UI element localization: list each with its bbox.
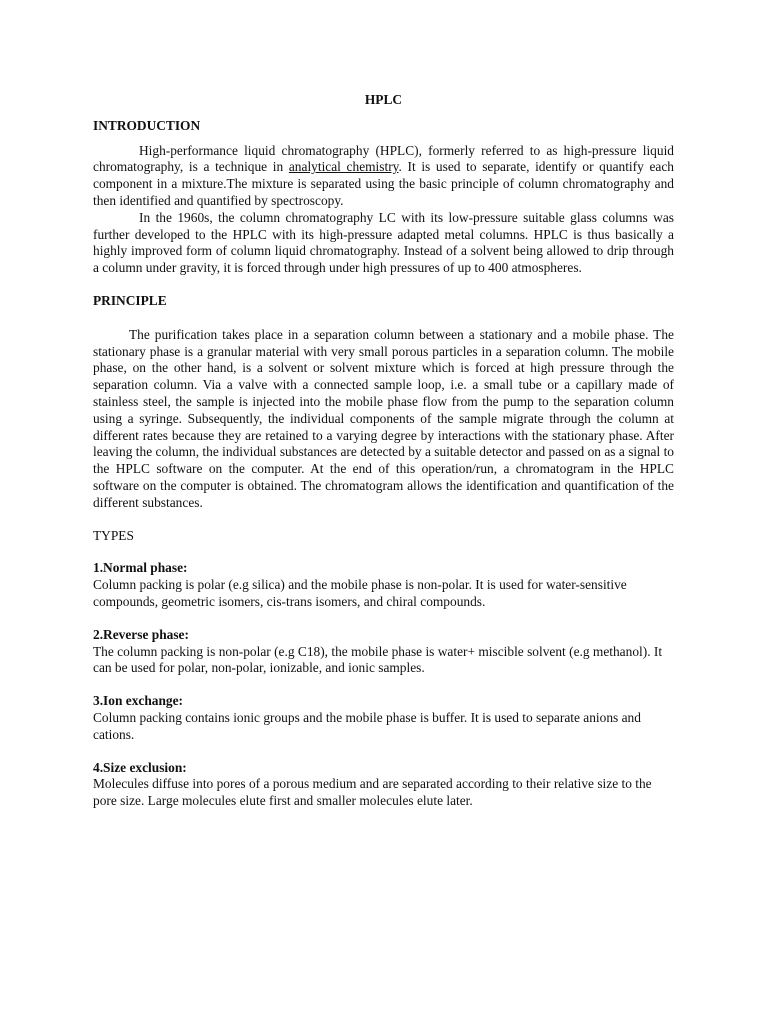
type-size-exclusion xyxy=(93,760,674,810)
type-description: Column packing is polar (e.g silica) and the mobile phase is non-polar. It is used for water-sensitive compounds, geometric isomers, cis-trans isomers, and chiral compounds. xyxy=(93,577,627,609)
spacer xyxy=(93,512,674,528)
type-ion-exchange xyxy=(93,693,674,743)
spacer xyxy=(93,135,674,143)
type-title: 4.Size exclusion: xyxy=(93,759,187,775)
document-page xyxy=(93,92,674,810)
introduction-paragraph-2: In the 1960s, the column chromatography LC with its low-pressure suitable glass columns was further developed to the HPLC with its high-pressure adapted metal columns. HPLC is thus basically a highly improved form of column liquid chromatography. Instead of a solvent being allowed to drip through a column under gravity, it is forced through under high pressures of up to 400 atmospheres. xyxy=(93,209,674,276)
type-reverse-phase xyxy=(93,627,674,677)
type-title: 2.Reverse phase: xyxy=(93,626,189,642)
spacer xyxy=(93,744,674,760)
principle-paragraph: The purification takes place in a separation column between a stationary and a mobile phase. The stationary phase is a granular material with very small porous particles in a separation column. The mobile phase, on the other hand, is a solvent or solvent mixture which is forced at high pressure through the separation column. Via a valve with a connected sample loop, i.e. a small tube or a capillary made of stainless steel, the sample is injected into the mobile phase flow from the pump to the separation column using a syringe. Subsequently, the individual components of the sample migrate through the column at different rates because they are retained to a varying degree by interactions with the stationary phase. After leaving the column, the individual substances are detected by a suitable detector and passed on as a signal to the HPLC software on the computer. At the end of this operation/run, a chromatogram in the HPLC software on the computer is obtained. The chromatogram allows the identification and quantification of the different substances. xyxy=(93,326,674,510)
principle-heading: PRINCIPLE xyxy=(93,292,167,308)
types-heading: TYPES xyxy=(93,527,134,543)
spacer xyxy=(93,544,674,560)
analytical-chemistry-link[interactable]: analytical chemistry xyxy=(288,159,399,175)
type-title: 3.Ion exchange: xyxy=(93,693,184,709)
introduction-heading: INTRODUCTION xyxy=(93,117,201,133)
spacer xyxy=(93,310,674,327)
type-normal-phase xyxy=(93,560,674,610)
introduction-paragraph-1-start: High-performance liquid chromatography (HPLC), formerly referred to as high-pressure liquid chromatography, is a technique in xyxy=(93,142,674,175)
spacer xyxy=(93,277,674,293)
introduction-paragraph-1 xyxy=(93,143,674,210)
introduction-paragraph-1-end: . It is used to separate, identify or quantify each component in a mixture.The mixture is separated using the basic principle of column chromatography and then identified and quantified by spectroscopy. xyxy=(93,159,674,208)
spacer xyxy=(93,677,674,693)
spacer xyxy=(93,611,674,627)
type-description: Column packing contains ionic groups and the mobile phase is buffer. It is used to separate anions and cations. xyxy=(93,709,641,742)
type-title: 1.Normal phase: xyxy=(93,560,188,576)
document-title: HPLC xyxy=(364,92,403,107)
type-description: Molecules diffuse into pores of a porous medium and are separated according to their relative size to the pore size. Large molecules elute first and smaller molecules elute later. xyxy=(93,776,652,809)
type-description: The column packing is non-polar (e.g C18), the mobile phase is water+ miscible solvent (e.g methanol). It can be used for polar, non-polar, ionizable, and ionic samples. xyxy=(93,643,663,676)
